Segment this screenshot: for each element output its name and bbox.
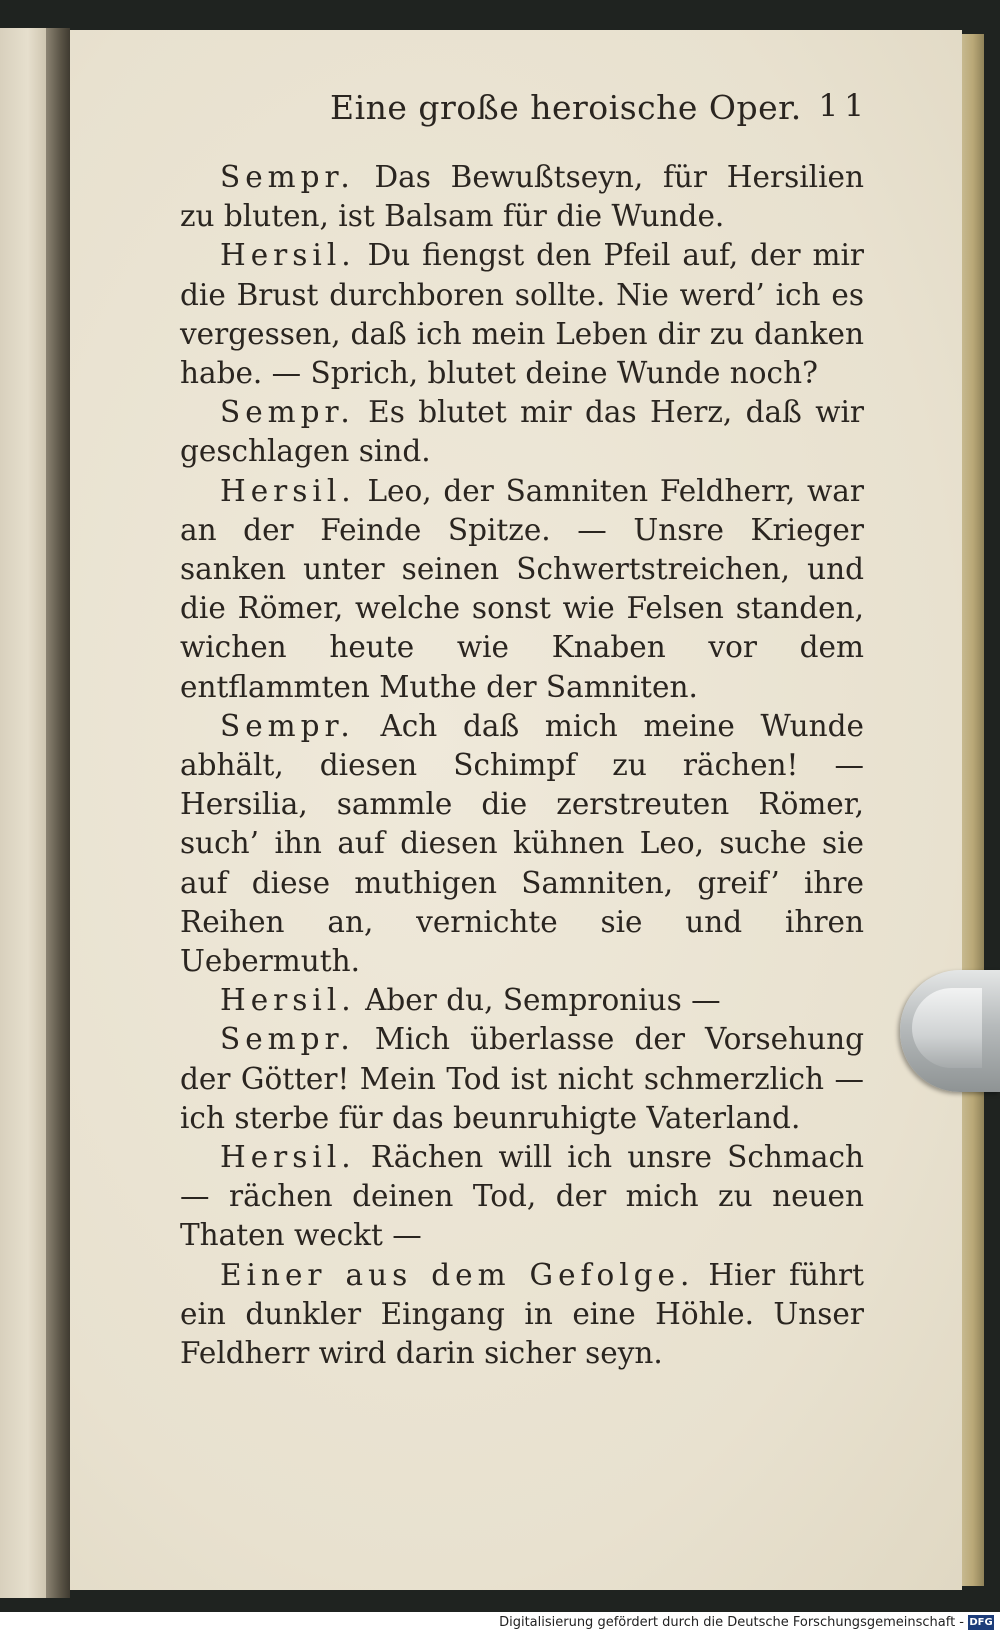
dialogue-paragraph (180, 707, 864, 981)
dialogue-paragraph (180, 1138, 864, 1256)
speaker-name: Sempr. (220, 160, 355, 194)
speaker-name: Hersil. (220, 473, 356, 508)
speaker-name: Sempr. (220, 708, 355, 743)
footer-bar (0, 1612, 1000, 1634)
page-stack-edge (962, 34, 984, 1586)
speaker-name: Sempr. (220, 1022, 355, 1057)
page-clip-highlight (912, 988, 982, 1068)
dialogue-paragraph (180, 1256, 864, 1374)
funding-credit: Digitalisierung gefördert durch die Deutsche Forschungsgemeinschaft - (499, 1615, 964, 1630)
dialogue-paragraph (180, 1020, 864, 1138)
left-page-edge (0, 28, 46, 1598)
dialogue-text: Es blutet mir das Herz, daß wir geschlagen sind. (180, 395, 864, 469)
speaker-name: Hersil. (220, 1140, 356, 1175)
dialogue-text: Mich überlasse der Vorsehung der Götter! Mein Tod ist nicht schmerzlich — ich sterbe für das beunruhigte Vaterland. (180, 1022, 864, 1135)
dialogue-paragraph (180, 981, 864, 1020)
speaker-name: Hersil. (220, 983, 356, 1018)
dialogue-paragraph (180, 393, 864, 471)
page-number: 11 (818, 88, 870, 124)
dfg-logo-icon: DFG (969, 1617, 993, 1628)
page-text (180, 158, 864, 1373)
dialogue-text: Du fiengst den Pfeil auf, der mir die Brust durchboren sollte. Nie werd’ ich es vergessen, daß ich mein Leben dir zu danken habe. — Sprich, blutet deine Wunde noch? (180, 238, 864, 391)
running-title: Eine große heroische Oper. (330, 88, 802, 127)
dialogue-paragraph (180, 472, 864, 707)
speaker-name: Einer aus dem Gefolge. (220, 1257, 695, 1292)
speaker-name: Hersil. (220, 238, 356, 273)
dialogue-text: Rächen will ich unsre Schmach — rächen deinen Tod, der mich zu neuen Thaten weckt — (180, 1140, 864, 1253)
dialogue-paragraph (180, 158, 864, 236)
dialogue-text: Das Bewußtseyn, für Hersilien zu bluten, ist Balsam für die Wunde. (180, 160, 864, 234)
page-header (330, 88, 870, 138)
dialogue-text: Aber du, Sempronius — (365, 983, 721, 1018)
dialogue-text: Leo, der Samniten Feldherr, war an der Feinde Spitze. — Unsre Krieger sanken unter seinen Schwertstreichen, und die Römer, welche sonst wie Felsen standen, wichen heute wie Knaben vor dem entflammten Muthe der Samniten. (180, 473, 864, 704)
book-gutter (46, 28, 70, 1598)
dialogue-paragraph (180, 236, 864, 393)
speaker-name: Sempr. (220, 395, 355, 430)
dialogue-text: Hier führt ein dunkler Eingang in eine Höhle. Unser Feldherr wird darin sicher seyn. (180, 1257, 864, 1371)
dialogue-text: Ach daß mich meine Wunde abhält, diesen Schimpf zu rächen! — Hersilia, sammle die zerstreuten Römer, such’ ihn auf diesen kühnen Leo, suche sie auf diese muthigen Samniten, greif’ ihre Reihen an, vernichte sie und ihren Uebermuth. (180, 708, 864, 979)
